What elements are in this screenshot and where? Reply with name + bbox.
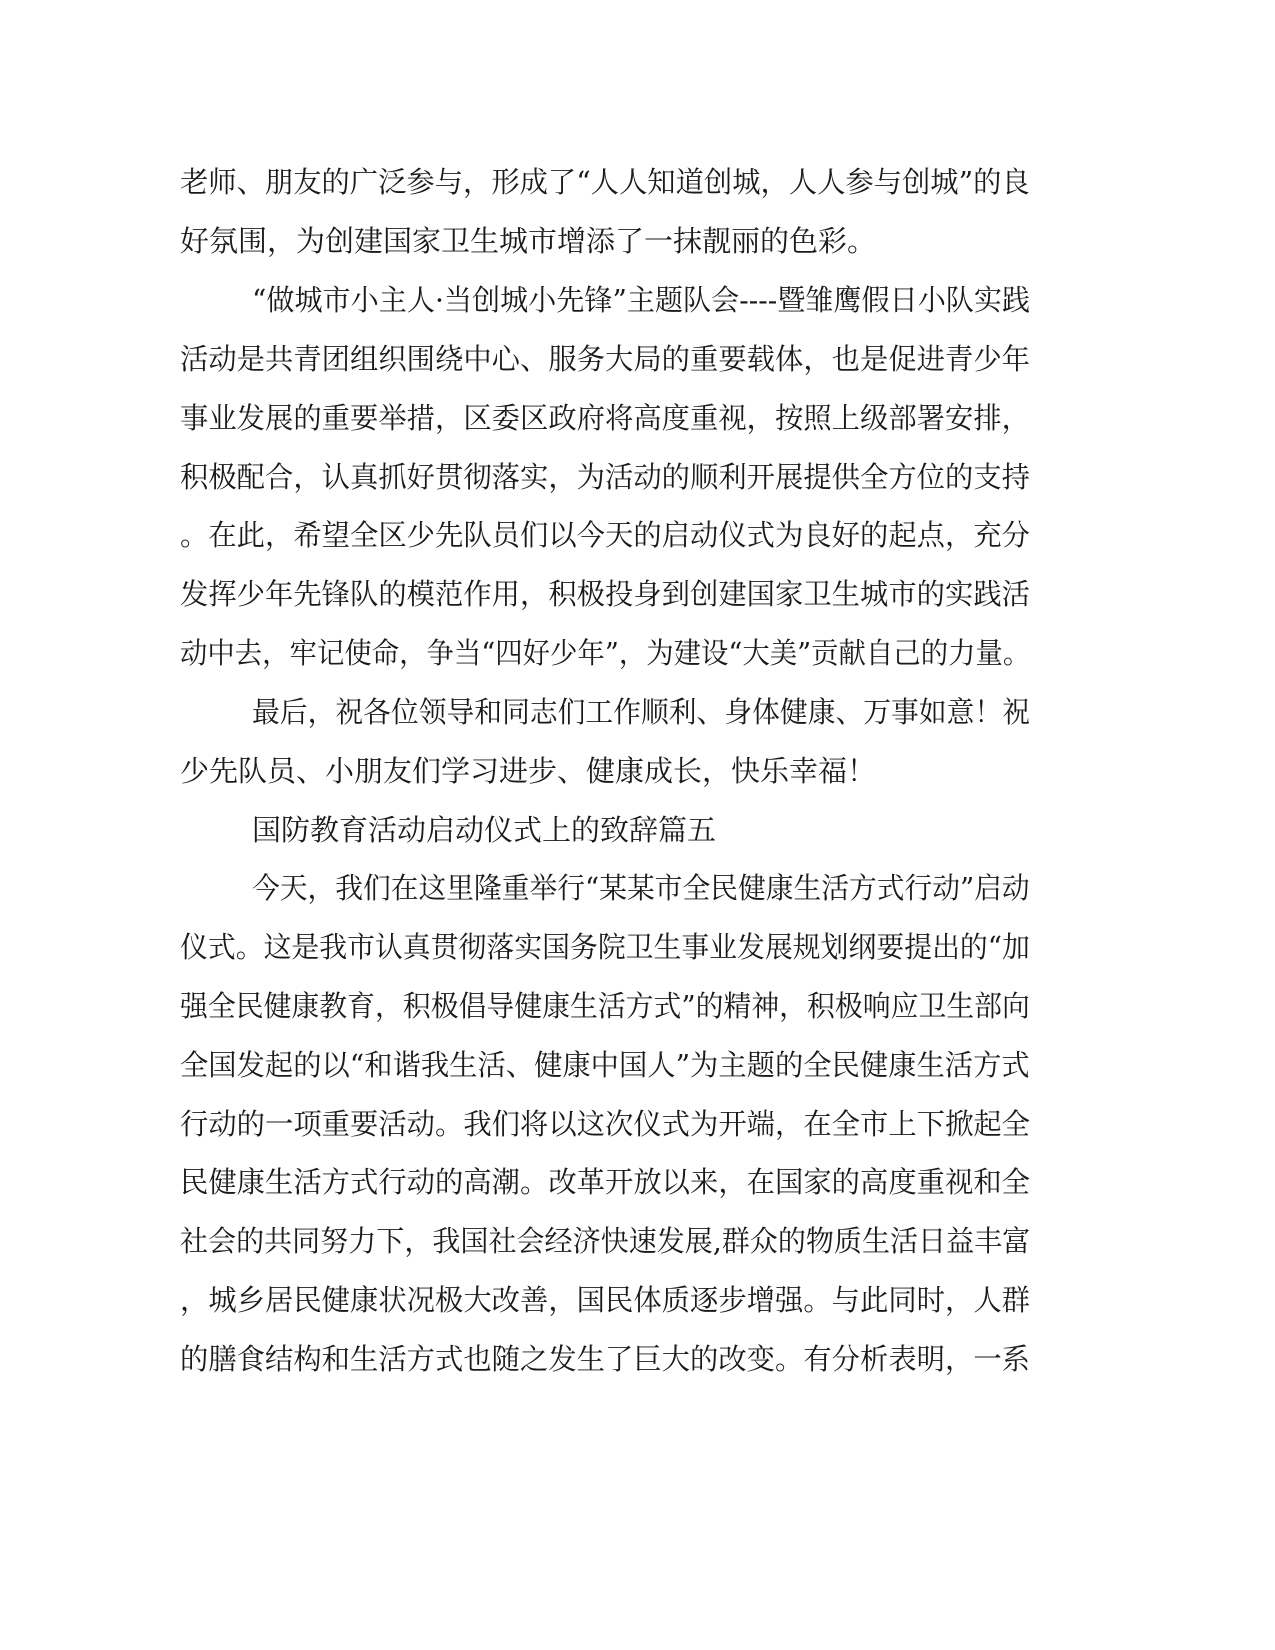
text-line: 动中去，牢记使命，争当“四好少年”，为建设“大美”贡献自己的力量。: [180, 636, 1031, 670]
text-line: 老师、朋友的广泛参与，形成了“人人知道创城，人人参与创城”的良: [180, 165, 1030, 199]
text-line: 少先队员、小朋友们学习进步、健康成长，快乐幸福！: [180, 754, 877, 788]
text-line: 社会的共同努力下，我国社会经济快速发展,群众的物质生活日益丰富: [180, 1224, 1031, 1258]
text-line: 仪式。这是我市认真贯彻落实国务院卫生事业发展规划纲要提出的“加: [180, 930, 1030, 964]
text-line: 发挥少年先锋队的模范作用，积极投身到创建国家卫生城市的实践活: [180, 577, 1031, 611]
text-line: 好氛围，为创建国家卫生城市增添了一抹靓丽的色彩。: [180, 224, 877, 258]
text-line: 的膳食结构和生活方式也随之发生了巨大的改变。有分析表明，一系: [180, 1342, 1031, 1376]
text-line: 。在此，希望全区少先队员们以今天的启动仪式为良好的起点，充分: [180, 518, 1031, 552]
text-line: 全国发起的以“和谐我生活、健康中国人”为主题的全民健康生活方式: [180, 1048, 1030, 1082]
text-line: ，城乡居民健康状况极大改善，国民体质逐步增强。与此同时，人群: [180, 1283, 1031, 1317]
text-line: 最后，祝各位领导和同志们工作顺利、身体健康、万事如意！祝: [252, 695, 1030, 729]
text-line: 今天，我们在这里隆重举行“某某市全民健康生活方式行动”启动: [252, 871, 1030, 905]
section-heading: 国防教育活动启动仪式上的致辞篇五: [252, 813, 717, 847]
text-line: 强全民健康教育，积极倡导健康生活方式”的精神，积极响应卫生部向: [180, 989, 1030, 1023]
text-line: “做城市小主人·当创城小先锋”主题队会----暨雏鹰假日小队实践: [252, 283, 1031, 317]
text-line: 活动是共青团组织围绕中心、服务大局的重要载体，也是促进青少年: [180, 342, 1031, 376]
text-line: 行动的一项重要活动。我们将以这次仪式为开端，在全市上下掀起全: [180, 1107, 1031, 1141]
text-line: 事业发展的重要举措，区委区政府将高度重视，按照上级部署安排，: [180, 401, 1031, 435]
text-line: 积极配合，认真抓好贯彻落实，为活动的顺利开展提供全方位的支持: [180, 460, 1031, 494]
text-line: 民健康生活方式行动的高潮。改革开放以来，在国家的高度重视和全: [180, 1165, 1031, 1199]
